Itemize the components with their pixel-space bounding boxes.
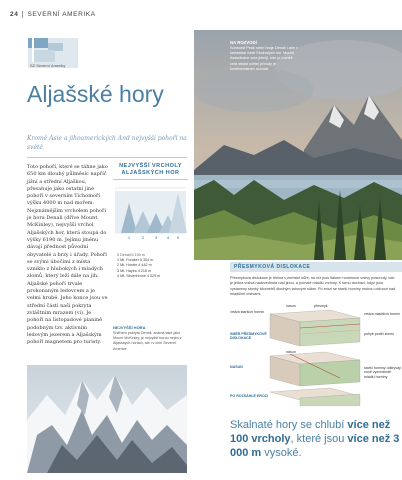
snowy-mountain-image <box>27 365 187 473</box>
title-rule <box>27 157 187 158</box>
peak-number: 3 <box>154 235 158 240</box>
locator-label: SZ Severní Ameriky <box>30 63 66 68</box>
page-subtitle: Kromě Asie a jihoamerických And nejvyšší pohoří na světě <box>27 135 187 151</box>
label-younger-layers: vrstva mladších hornin <box>364 312 400 316</box>
section-title: SEVERNÍ AMERIKA <box>27 10 96 18</box>
label-older-layers: vrstva starších hornin <box>230 310 265 314</box>
peaks-diagram <box>113 183 188 253</box>
caption-text: Sunburst Peak strmí hraje Denali Lake v kanadské části Skalnatých hor. Mount Assiniboine více jižněji, kde je rovněž celá oblast světel přírody je kontinentálním rozvodí. <box>230 46 298 71</box>
landscape-caption <box>230 40 300 72</box>
peak-item: 2 Mt. Hunter 4 442 m <box>117 263 152 268</box>
label-after-erosion: PO ROZSÁHLÉ EROZI <box>230 394 268 398</box>
fault-description: Přesmyková dislokace je trhlina v zemské kůře, na níž jsou tlakem horninové vrstvy posunuty, kde je jedna vrstva nadzvednuta nad jinou, a pomalé mladší vrcholy. K tomu dochází, když jsou vystaveny stovky kilometrů dlouhým tahovým silám. Po erozi se starší horniny mohou ocitnout nad mladšími vrstvami. <box>230 276 396 296</box>
peaks-rule <box>113 179 188 180</box>
thrust-fault-box <box>230 262 402 407</box>
peak-item: 1 Mt. Foraker 5 304 m <box>117 258 154 263</box>
peak-number: 1 <box>127 235 131 240</box>
quote-emphasis: více než 3 000 m <box>230 433 400 459</box>
peak-item: 3 Mt. Hayes 4 216 m <box>117 268 152 273</box>
peaks-heading: NEJVYŠŠÍ VRCHOLY ALJAŠSKÝCH HOR <box>119 163 182 176</box>
label-movement: pohyb podél zlomu <box>364 332 395 336</box>
page-number: 24 <box>10 10 19 18</box>
pull-quote <box>230 418 400 460</box>
label-nasun-title: NÁSUN <box>230 365 243 369</box>
peaks-box <box>113 163 188 318</box>
peak-number: 4 <box>166 235 170 240</box>
locator-map-icon <box>28 38 78 83</box>
peaks-list <box>117 253 187 279</box>
locator-map <box>28 38 78 83</box>
highest-peak-note <box>113 325 188 352</box>
label-old-rock: starší horniny odkrývají nově vyzvednuté mladší horniny <box>364 366 401 379</box>
fault-heading: PŘESMYKOVÁ DISLOKACE <box>230 262 402 272</box>
note-title: NEJVYŠŠÍ HORA <box>113 325 146 330</box>
quote-part: , které jsou <box>290 433 348 445</box>
page-header <box>10 8 96 20</box>
caption-title: NA ROZVODÍ <box>230 40 257 45</box>
mountain-photo <box>27 365 187 473</box>
label-presmyk: přesmyk <box>314 304 328 308</box>
header-divider <box>22 11 23 18</box>
note-text: Sněhem pokrytá Denali, známá také jako Mount McKinley, je nejvyšší horou nejen v Aljašských horách, ale i v celé Severní Americe. <box>113 331 182 351</box>
quote-part: Skalnaté hory se chlubí <box>230 419 348 431</box>
body-text: Toto pohoří, které se táhne jako 650 km dlouhý půlměsíc napříč jižní a střední Aljaškou, přesahuje jako ostatní jiné pohoří v severním Tichomoří výšku 4000 m nad mořem. Nejznámějším vrcholem pohoří je hora Denali (dříve Mount McKinley), nejvyšší vrchol Aljašských hor, která stoupá do výšky 6190 m. Jejímu jménu dávají přednost původní obyvatelé a brzy i úřady. Pohoří se svými úbočími z místa vzniklo z hlubokých i mladých zlomů, který leží dále na jih. Aljašské pohoří trvale prokonaným ledovcem a je velmi hrubé. Jeho konce jsou ve střední části naší pokryta zvláštním mrazem (ví). Je pohoří na listopadové planině podobným tzv. aktivním ledovým jezerem a Aljašským pohoří magnetem pro turisty. <box>27 164 108 346</box>
peaks-scale: 5 Denali 6 190 m <box>117 253 145 257</box>
label-nasun: nasun <box>286 304 296 308</box>
peak-item: 4 Mt. Silverthrone 4 029 m <box>117 273 161 278</box>
peak-number: 2 <box>141 235 145 240</box>
fault-diagram <box>230 306 402 406</box>
quote-emphasis: více než 100 vrcholy <box>230 419 391 445</box>
page-title: Aljašské hory <box>27 81 164 107</box>
quote-part: vysoké. <box>261 447 302 459</box>
peak-number: 5 <box>176 235 180 240</box>
label-direction: SMĚR PŘESMYKOVÉ DISLOKACE <box>230 332 267 341</box>
label-nasun-2: násun <box>286 350 296 354</box>
